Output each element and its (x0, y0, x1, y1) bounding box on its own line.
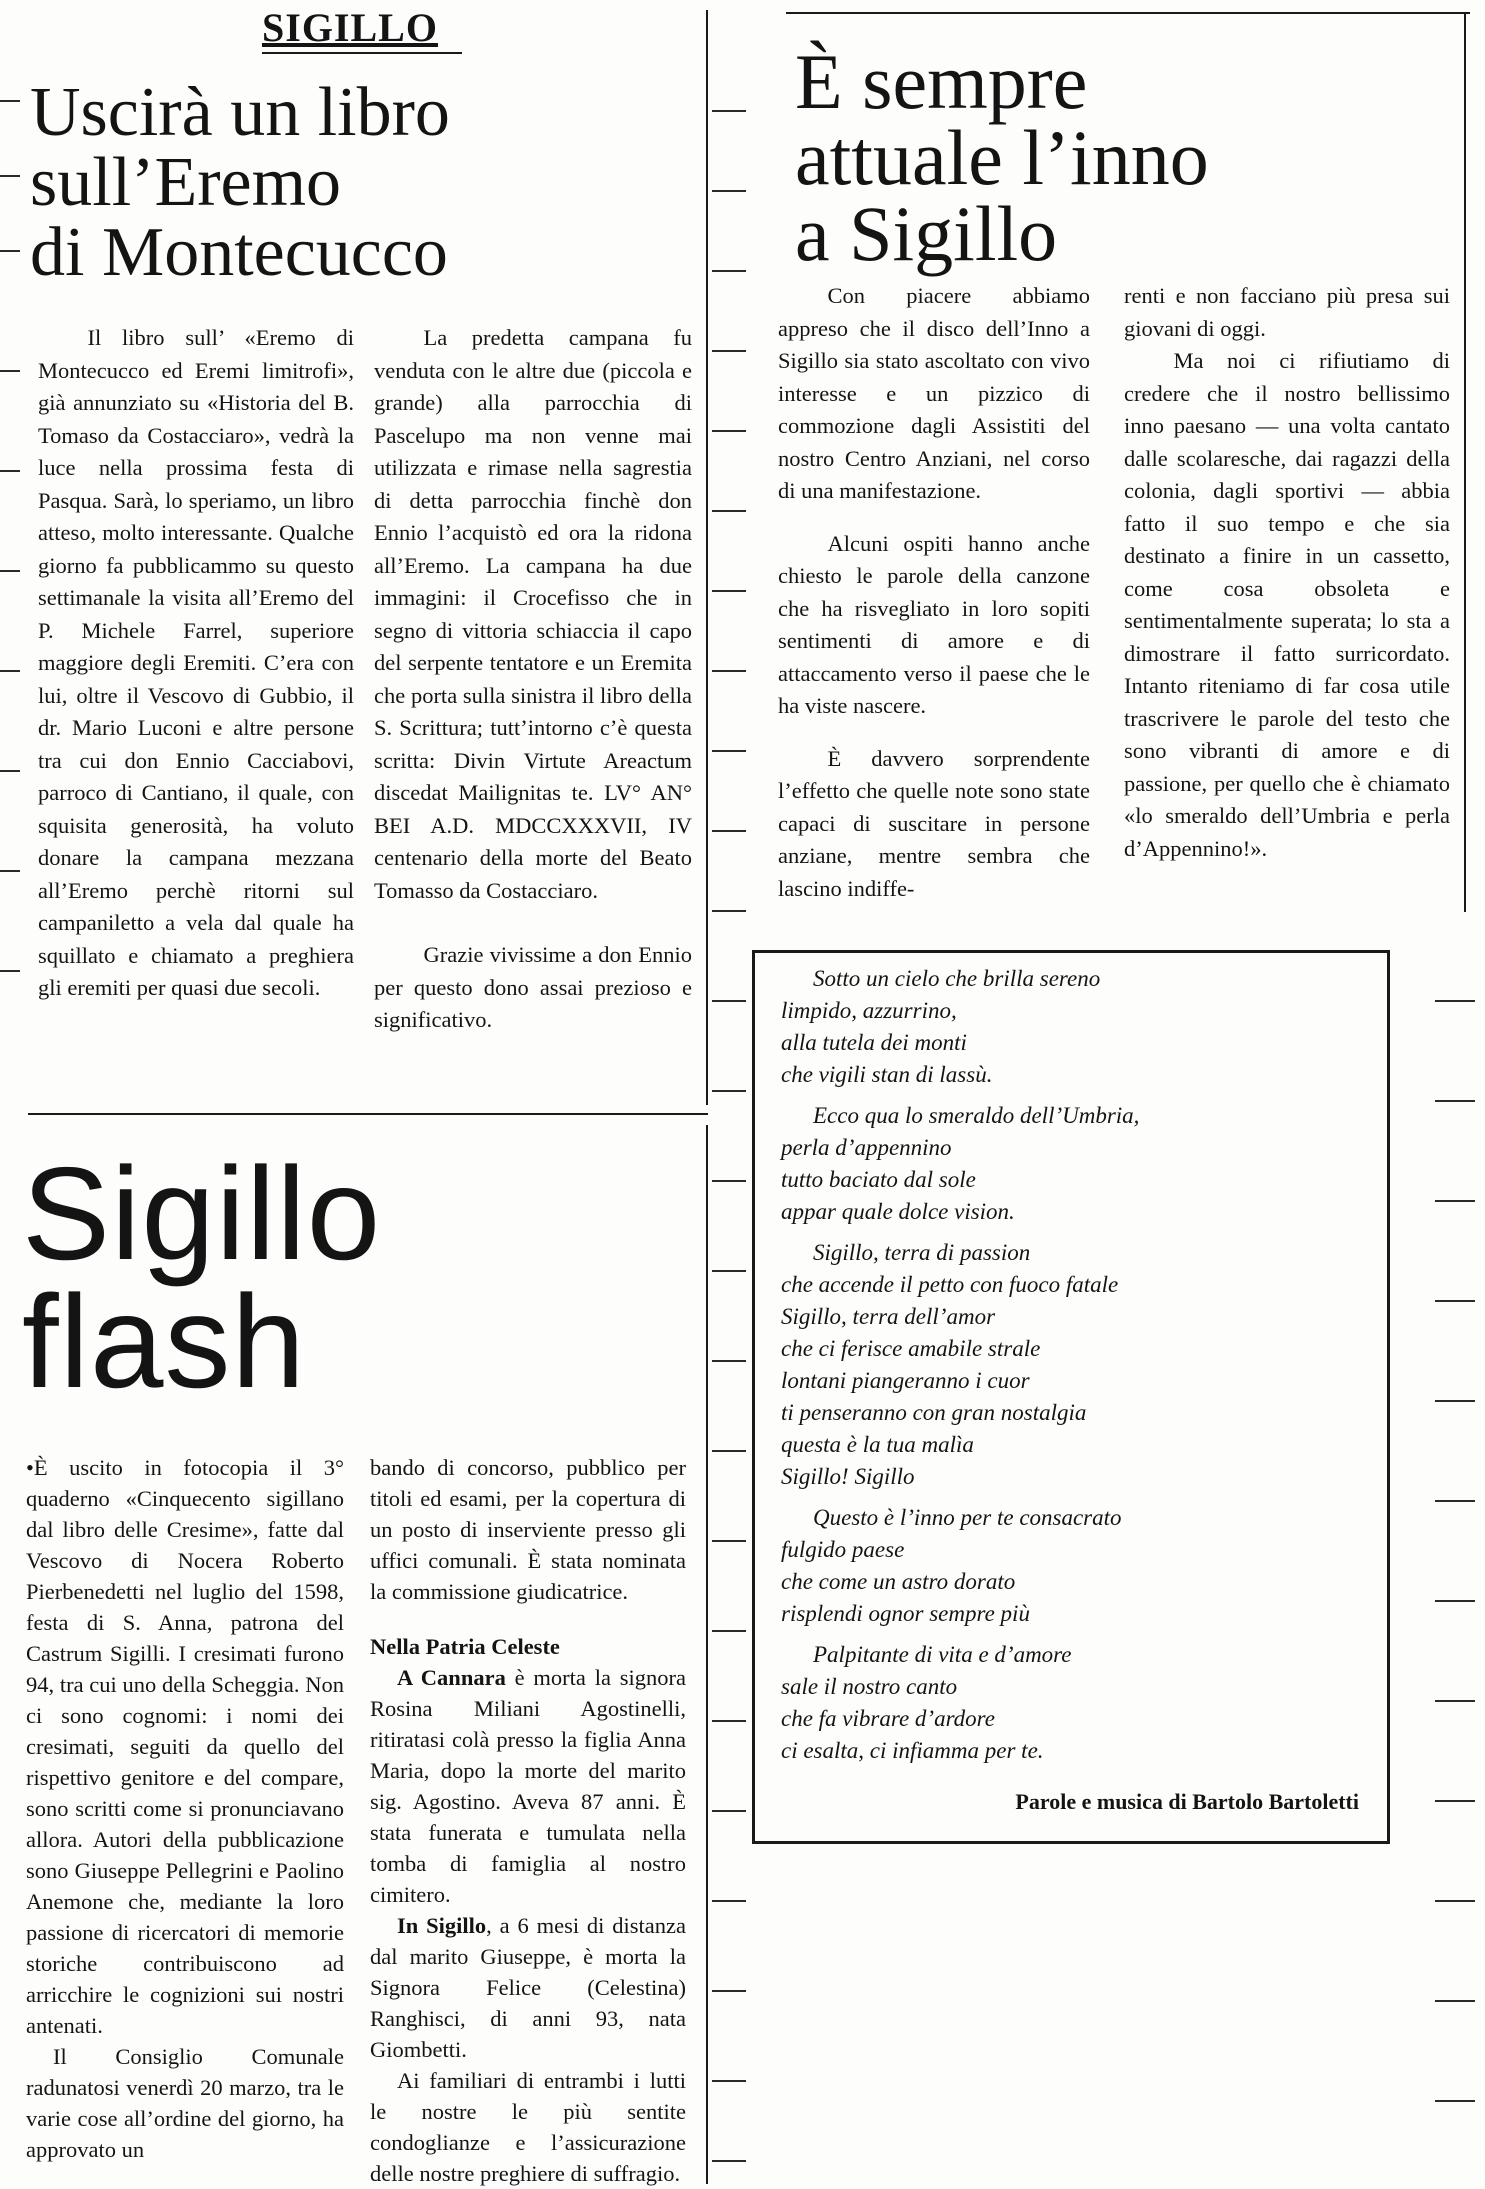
poem-stanza-4 (781, 1502, 1371, 1630)
tick (712, 1720, 746, 1722)
poem-line: Palpitante di vita e d’amore (813, 1642, 1072, 1667)
paragraph: Alcuni ospiti hanno anche chiesto le parole della canzone che ha risvegliato in loro sopiti sentimenti di amore e di attaccamento verso il paese che le ha viste nascere. (778, 530, 1090, 718)
poem-line: risplendi ognor sempre più (781, 1601, 1030, 1626)
obituary-subhead: Nella Patria Celeste (370, 1634, 560, 1659)
article2-headline (795, 38, 1395, 277)
tick (712, 830, 746, 832)
article1-headline-line2: sull’Eremo (30, 144, 342, 221)
poem-line: sale il nostro canto (781, 1674, 958, 1699)
poem-line: Sigillo! Sigillo (781, 1464, 915, 1489)
article1-column-1 (38, 322, 354, 1005)
paragraph: Ma noi ci rifiutiamo di credere che il nostro bellissimo inno paesano — una volta cantato dalle scolaresche, dai ragazzi della colonia, dagli sportivi — abbia fatto il suo tempo e che sia destinato a finire in un cassetto, come cosa obsoleta e sentimentalmente superata; lo sta a dimostrare il fatto surricordato. Intanto riteniamo di far cosa utile trascrivere le parole del testo che sono vibranti di amore e di passione, per quello che è chiamato «lo smeraldo dell’Umbria e perla d’Appennino!». (1124, 348, 1450, 861)
top-rule (786, 12, 1470, 14)
tick (712, 1000, 746, 1002)
article3-headline-line2: flash (22, 1268, 306, 1415)
kicker-rule (262, 52, 462, 54)
poem-line: Sigillo, terra dell’amor (781, 1304, 996, 1329)
poem-line: ti penseranno con gran nostalgia (781, 1400, 1087, 1425)
article3-headline (22, 1140, 382, 1415)
article3-column-1 (26, 1452, 344, 2165)
right-border (1464, 12, 1466, 912)
article2-headline-line1: È sempre (795, 38, 1088, 125)
poem-stanza-2 (781, 1100, 1371, 1228)
tick (1435, 1500, 1475, 1502)
poem-line: che vigili stan di lassù. (781, 1062, 993, 1087)
paragraph: Il Consiglio Comunale radunatosi venerdì 20 marzo, tra le varie cose all’ordine del giorno, ha approvato un (26, 2044, 344, 2162)
tick (712, 1090, 746, 1092)
article1-headline-line1: Uscirà un libro (30, 74, 450, 151)
tick (712, 1810, 746, 1812)
tick (1435, 1700, 1475, 1702)
tick (0, 370, 20, 372)
tick (0, 970, 20, 972)
poem-line: Ecco qua lo smeraldo dell’Umbria, (813, 1103, 1140, 1128)
article1-column-2 (374, 322, 692, 1037)
tick (712, 110, 746, 112)
tick (0, 670, 20, 672)
tick (1435, 2100, 1475, 2102)
poem-line: che come un astro dorato (781, 1569, 1016, 1594)
poem-box (752, 950, 1390, 1844)
tick (712, 1270, 746, 1272)
poem-line: fulgido paese (781, 1537, 905, 1562)
article1-headline-line3: di Montecucco (30, 214, 448, 291)
poem-line: che ci ferisce amabile strale (781, 1336, 1041, 1361)
paragraph: bando di concorso, pubblico per titoli ed esami, per la copertura di un posto di inserviente presso gli uffici comunali. È stata nominata la commissione giudicatrice. (370, 1455, 686, 1604)
paragraph (370, 1910, 686, 2065)
tick (0, 470, 20, 472)
tick (1435, 1400, 1475, 1402)
poem-line: Sotto un cielo che brilla sereno (813, 966, 1101, 991)
paragraph-text: è morta la signora Rosina Miliani Agostinelli, ritiratasi colà presso la figlia Anna Maria, dopo la morte del marito sig. Agostino. Aveva 87 anni. È stata funerata e tumulata nella tomba di famiglia al nostro cimitero. (370, 1665, 686, 1907)
poem-line: Sigillo, terra di passion (813, 1240, 1031, 1265)
paragraph: Grazie vivissime a don Ennio per questo dono assai prezioso e significativo. (374, 942, 692, 1032)
poem-credit: Parole e musica di Bartolo Bartoletti (1015, 1789, 1359, 1814)
tick (712, 1180, 746, 1182)
tick (1435, 2000, 1475, 2002)
article3-headline-line1: Sigillo (22, 1140, 382, 1287)
tick (712, 2080, 746, 2082)
poem-stanza-3 (781, 1237, 1371, 1493)
tick (712, 1540, 746, 1542)
paragraph-text: , a 6 mesi di distanza dal marito Giuseppe, è morta la Signora Felice (Celestina) Ranghisci, di anni 93, nata Giombetti. (370, 1913, 687, 2062)
article2-column-2 (1124, 280, 1450, 865)
tick (0, 100, 20, 102)
article2-column-1 (778, 280, 1090, 905)
poem-line: ci esalta, ci infiamma per te. (781, 1738, 1044, 1763)
article3-column-2 (370, 1452, 686, 2189)
poem-line: che fa vibrare d’ardore (781, 1706, 995, 1731)
tick (712, 510, 746, 512)
tick (1435, 1300, 1475, 1302)
tick (712, 1990, 746, 1992)
tick (0, 250, 20, 252)
tick (712, 1450, 746, 1452)
poem-line: questa è la tua malìa (781, 1432, 974, 1457)
poem-line: che accende il petto con fuoco fatale (781, 1272, 1119, 1297)
poem-line: appar quale dolce vision. (781, 1199, 1015, 1224)
tick (712, 750, 746, 752)
tick (0, 870, 20, 872)
tick (712, 910, 746, 912)
tick (1435, 1600, 1475, 1602)
tick (712, 270, 746, 272)
place-lead: In Sigillo (397, 1913, 487, 1938)
poem-stanza-1 (781, 963, 1371, 1091)
poem-line: limpido, azzurrino, (781, 998, 957, 1023)
tick (0, 175, 20, 177)
tick (1435, 1800, 1475, 1802)
tick (1435, 1900, 1475, 1902)
column-divider (706, 10, 708, 1105)
poem-text (781, 963, 1371, 1776)
tick (712, 590, 746, 592)
paragraph: Il libro sull’ «Eremo di Montecucco ed Eremi limitrofi», già annunziato su «Historia del B. Tomaso da Costacciaro», vedrà la luce nella prossima festa di Pasqua. Sarà, lo speriamo, un libro atteso, molto interessante. Qualche giorno fa pubblicammo su questo settimanale la visita all’Eremo del P. Michele Farrel, superiore maggiore degli Eremiti. C’era con lui, oltre il Vescovo di Gubbio, il dr. Mario Luconi e altre persone tra cui don Ennio Cacciabovi, parroco di Cantiano, il quale, con squisita generosità, ha voluto donare la campana mezzana all’Eremo perchè ritorni sul campaniletto a vela dal quale ha squillato e chiamato a preghiera gli eremiti per quasi due secoli. (38, 325, 354, 1000)
poem-line: tutto baciato dal sole (781, 1167, 976, 1192)
poem-line: lontani piangeranno i cuor (781, 1368, 1030, 1393)
paragraph: Con piacere abbiamo appreso che il disco dell’Inno a Sigillo sia stato ascoltato con vivo interesse e un pizzico di commozione dagli Assistiti del nostro Centro Anziani, nel corso di una manifestazione. (778, 283, 1090, 503)
poem-line: alla tutela dei monti (781, 1030, 967, 1055)
tick (712, 1360, 746, 1362)
tick (1435, 1100, 1475, 1102)
tick (712, 670, 746, 672)
poem-line: perla d’appennino (781, 1135, 952, 1160)
article2-headline-line3: a Sigillo (795, 190, 1058, 277)
tick (712, 190, 746, 192)
tick (712, 430, 746, 432)
tick (0, 770, 20, 772)
tick (712, 350, 746, 352)
tick (712, 2160, 746, 2162)
paragraph: Ai familiari di entrambi i lutti le nostre le più sentite condoglianze e l’assicurazione delle nostre preghiere di suffragio. (370, 2068, 686, 2186)
tick (1435, 1000, 1475, 1002)
article1-headline (30, 74, 670, 291)
article1-kicker: SIGILLO (262, 5, 438, 50)
section-divider (28, 1113, 708, 1115)
tick (712, 1630, 746, 1632)
article2-headline-line2: attuale l’inno (795, 114, 1209, 201)
paragraph: •È uscito in fotocopia il 3° quaderno «Cinquecento sigillano dal libro delle Cresime», fatte dal Vescovo di Nocera Roberto Pierbenedetti nel luglio del 1598, festa di S. Anna, patrona del Castrum Sigilli. I cresimati furono 94, tra cui uno della Scheggia. Non ci sono cognomi: i nomi dei cresimati, seguiti da quello del rispettivo genitore e del compare, sono scritti come si pronunciavano allora. Autori della pubblicazione sono Giuseppe Pellegrini e Paolino Anemone che, mediante la loro passione di ricercatori di memorie storiche contribuiscono ad arricchire le cognizioni sui nostri antenati. (26, 1455, 344, 2038)
paragraph: È davvero sorprendente l’effetto che quelle note sono state capaci di suscitare in persone anziane, mentre sembra che lascino indiffe- (778, 745, 1090, 901)
tick (712, 1900, 746, 1902)
place-lead: A Cannara (397, 1665, 506, 1690)
tick (1435, 1200, 1475, 1202)
poem-line: Questo è l’inno per te consacrato (813, 1505, 1122, 1530)
paragraph: La predetta campana fu venduta con le altre due (piccola e grande) alla parrocchia di Pascelupo ma non venne mai utilizzata e rimase nella sagrestia di detta parrocchia finchè don Ennio l’acquistò ed ora la ridona all’Eremo. La campana ha due immagini: il Crocefisso che in segno di vittoria schiaccia il capo del serpente tentatore e un Eremita che porta sulla sinistra il libro della S. Scrittura; tutt’intorno c’è questa scritta: Divin Virtute Areactum discedat Mailignitas te. LV° AN° BEI A.D. MDCCXXXVII, IV centenario della morte del Beato Tomasso da Costacciaro. (374, 325, 692, 903)
poem-stanza-5 (781, 1639, 1371, 1767)
tick (0, 570, 20, 572)
paragraph: renti e non facciano più presa sui giovani di oggi. (1124, 283, 1450, 341)
column-divider (706, 1125, 708, 2184)
paragraph (370, 1662, 686, 1910)
